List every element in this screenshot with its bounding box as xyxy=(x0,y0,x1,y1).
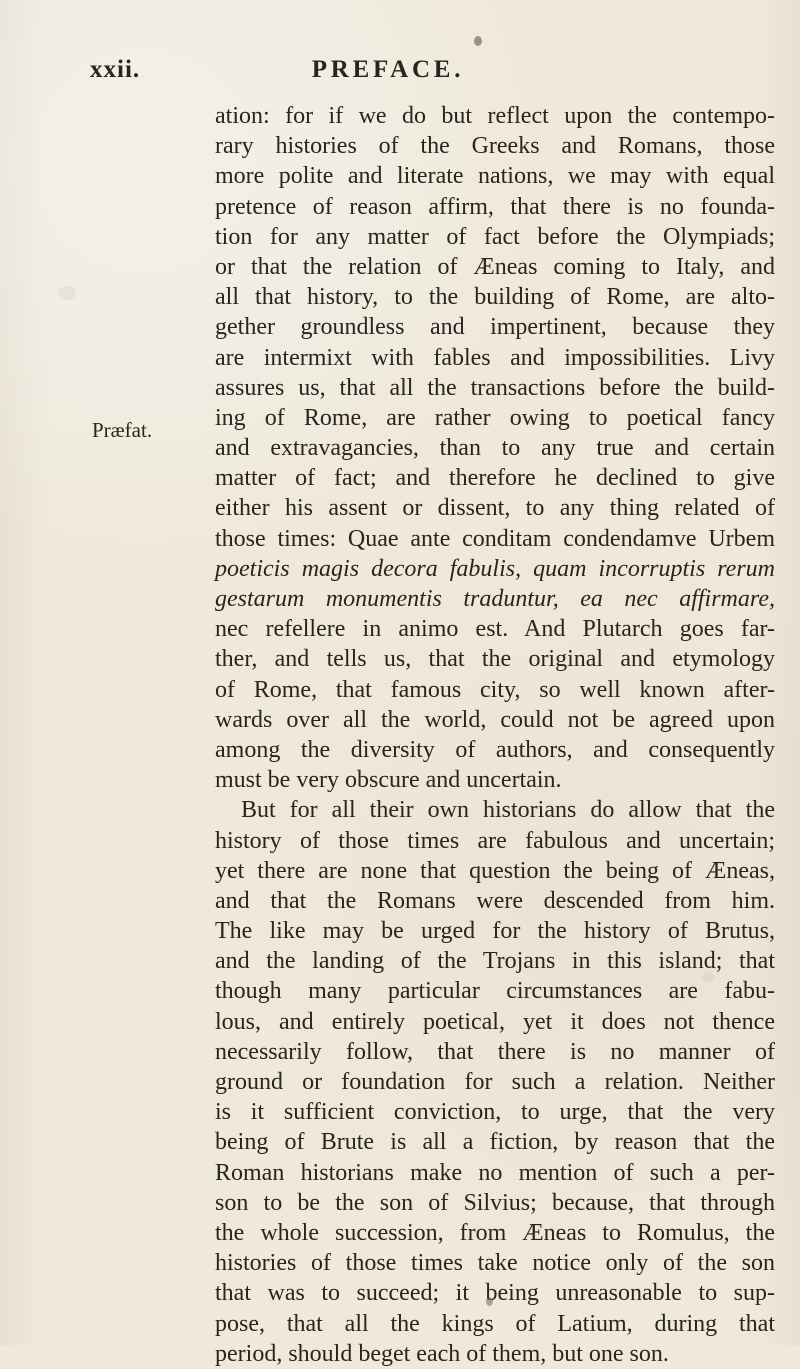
main-text xyxy=(215,101,775,1367)
text-line: assures us, that all the transactions before the build- xyxy=(215,374,775,401)
text-line: ing of Rome, are rather owing to poetical fancy xyxy=(215,404,775,431)
text-line: either his assent or dissent, to any thing related of xyxy=(215,495,775,522)
text-line: is it sufficient conviction, to urge, that the very xyxy=(215,1099,775,1126)
text-line: and the landing of the Trojans in this island; that xyxy=(215,948,775,975)
text-line: yet there are none that question the being of Æneas, xyxy=(215,857,775,884)
text-line: Roman historians make no mention of such a per- xyxy=(215,1159,775,1186)
margin-note: Præfat. xyxy=(92,418,153,442)
text-line: rary histories of the Greeks and Romans, those xyxy=(215,133,775,160)
text-line: The like may be urged for the history of Brutus, xyxy=(215,918,775,945)
text-line: the whole succession, from Æneas to Romulus, the xyxy=(215,1219,775,1246)
text-line: period, should beget each of them, but one son. xyxy=(215,1340,669,1367)
text-line: son to be the son of Silvius; because, that through xyxy=(215,1189,775,1216)
text-line: wards over all the world, could not be agreed upon xyxy=(215,706,775,733)
running-head: PREFACE. xyxy=(311,56,465,83)
printer-ornament-top xyxy=(474,36,482,46)
text-line: necessarily follow, that there is no manner of xyxy=(215,1038,775,1065)
page-number: xxii. xyxy=(90,56,141,83)
text-line: and that the Romans were descended from him. xyxy=(215,887,775,914)
text-line: and extravagancies, than to any true and certain xyxy=(215,435,775,462)
text-line: nec refellere in animo est. And Plutarch goes far- xyxy=(215,616,775,643)
printer-ornament-bottom xyxy=(486,1297,493,1306)
text-line: being of Brute is all a fiction, by reason that the xyxy=(215,1129,775,1156)
text-line: gether groundless and impertinent, because they xyxy=(215,314,775,341)
text-line: those times: Quae ante conditam condendamve Urbem xyxy=(215,525,775,552)
text-line: or that the relation of Æneas coming to Italy, and xyxy=(215,253,775,280)
text-line: among the diversity of authors, and consequently xyxy=(215,736,775,763)
paper-spot xyxy=(58,286,76,300)
text-line: tion for any matter of fact before the Olympiads; xyxy=(215,223,775,250)
text-line: that was to succeed; it being unreasonable to sup- xyxy=(215,1280,775,1307)
text-line: all that history, to the building of Rome, are alto- xyxy=(215,284,775,311)
text-line: ation: for if we do but reflect upon the contempo- xyxy=(215,103,775,129)
text-line: of Rome, that famous city, so well known after- xyxy=(215,676,775,703)
text-line: histories of those times take notice only of the son xyxy=(215,1250,775,1277)
text-line: poeticis magis decora fabulis, quam incorruptis rerum xyxy=(215,555,775,582)
text-line: pretence of reason affirm, that there is no founda- xyxy=(215,193,775,220)
text-line: must be very obscure and uncertain. xyxy=(215,767,562,794)
text-line: more polite and literate nations, we may with equal xyxy=(215,163,775,190)
text-line: But for all their own historians do allow that the xyxy=(241,797,775,824)
text-line: ther, and tells us, that the original and etymology xyxy=(215,646,775,673)
text-line: matter of fact; and therefore he declined to give xyxy=(215,465,775,492)
text-line: ground or foundation for such a relation. Neither xyxy=(215,1069,775,1095)
text-line: though many particular circumstances are fabu- xyxy=(215,978,775,1005)
text-line: gestarum monumentis traduntur, ea nec affirmare, xyxy=(215,586,775,612)
text-line: lous, and entirely poetical, yet it does not thence xyxy=(215,1008,775,1035)
text-line: history of those times are fabulous and uncertain; xyxy=(215,827,775,854)
text-line: pose, that all the kings of Latium, during that xyxy=(215,1310,775,1337)
text-line: are intermixt with fables and impossibilities. Livy xyxy=(215,344,775,371)
